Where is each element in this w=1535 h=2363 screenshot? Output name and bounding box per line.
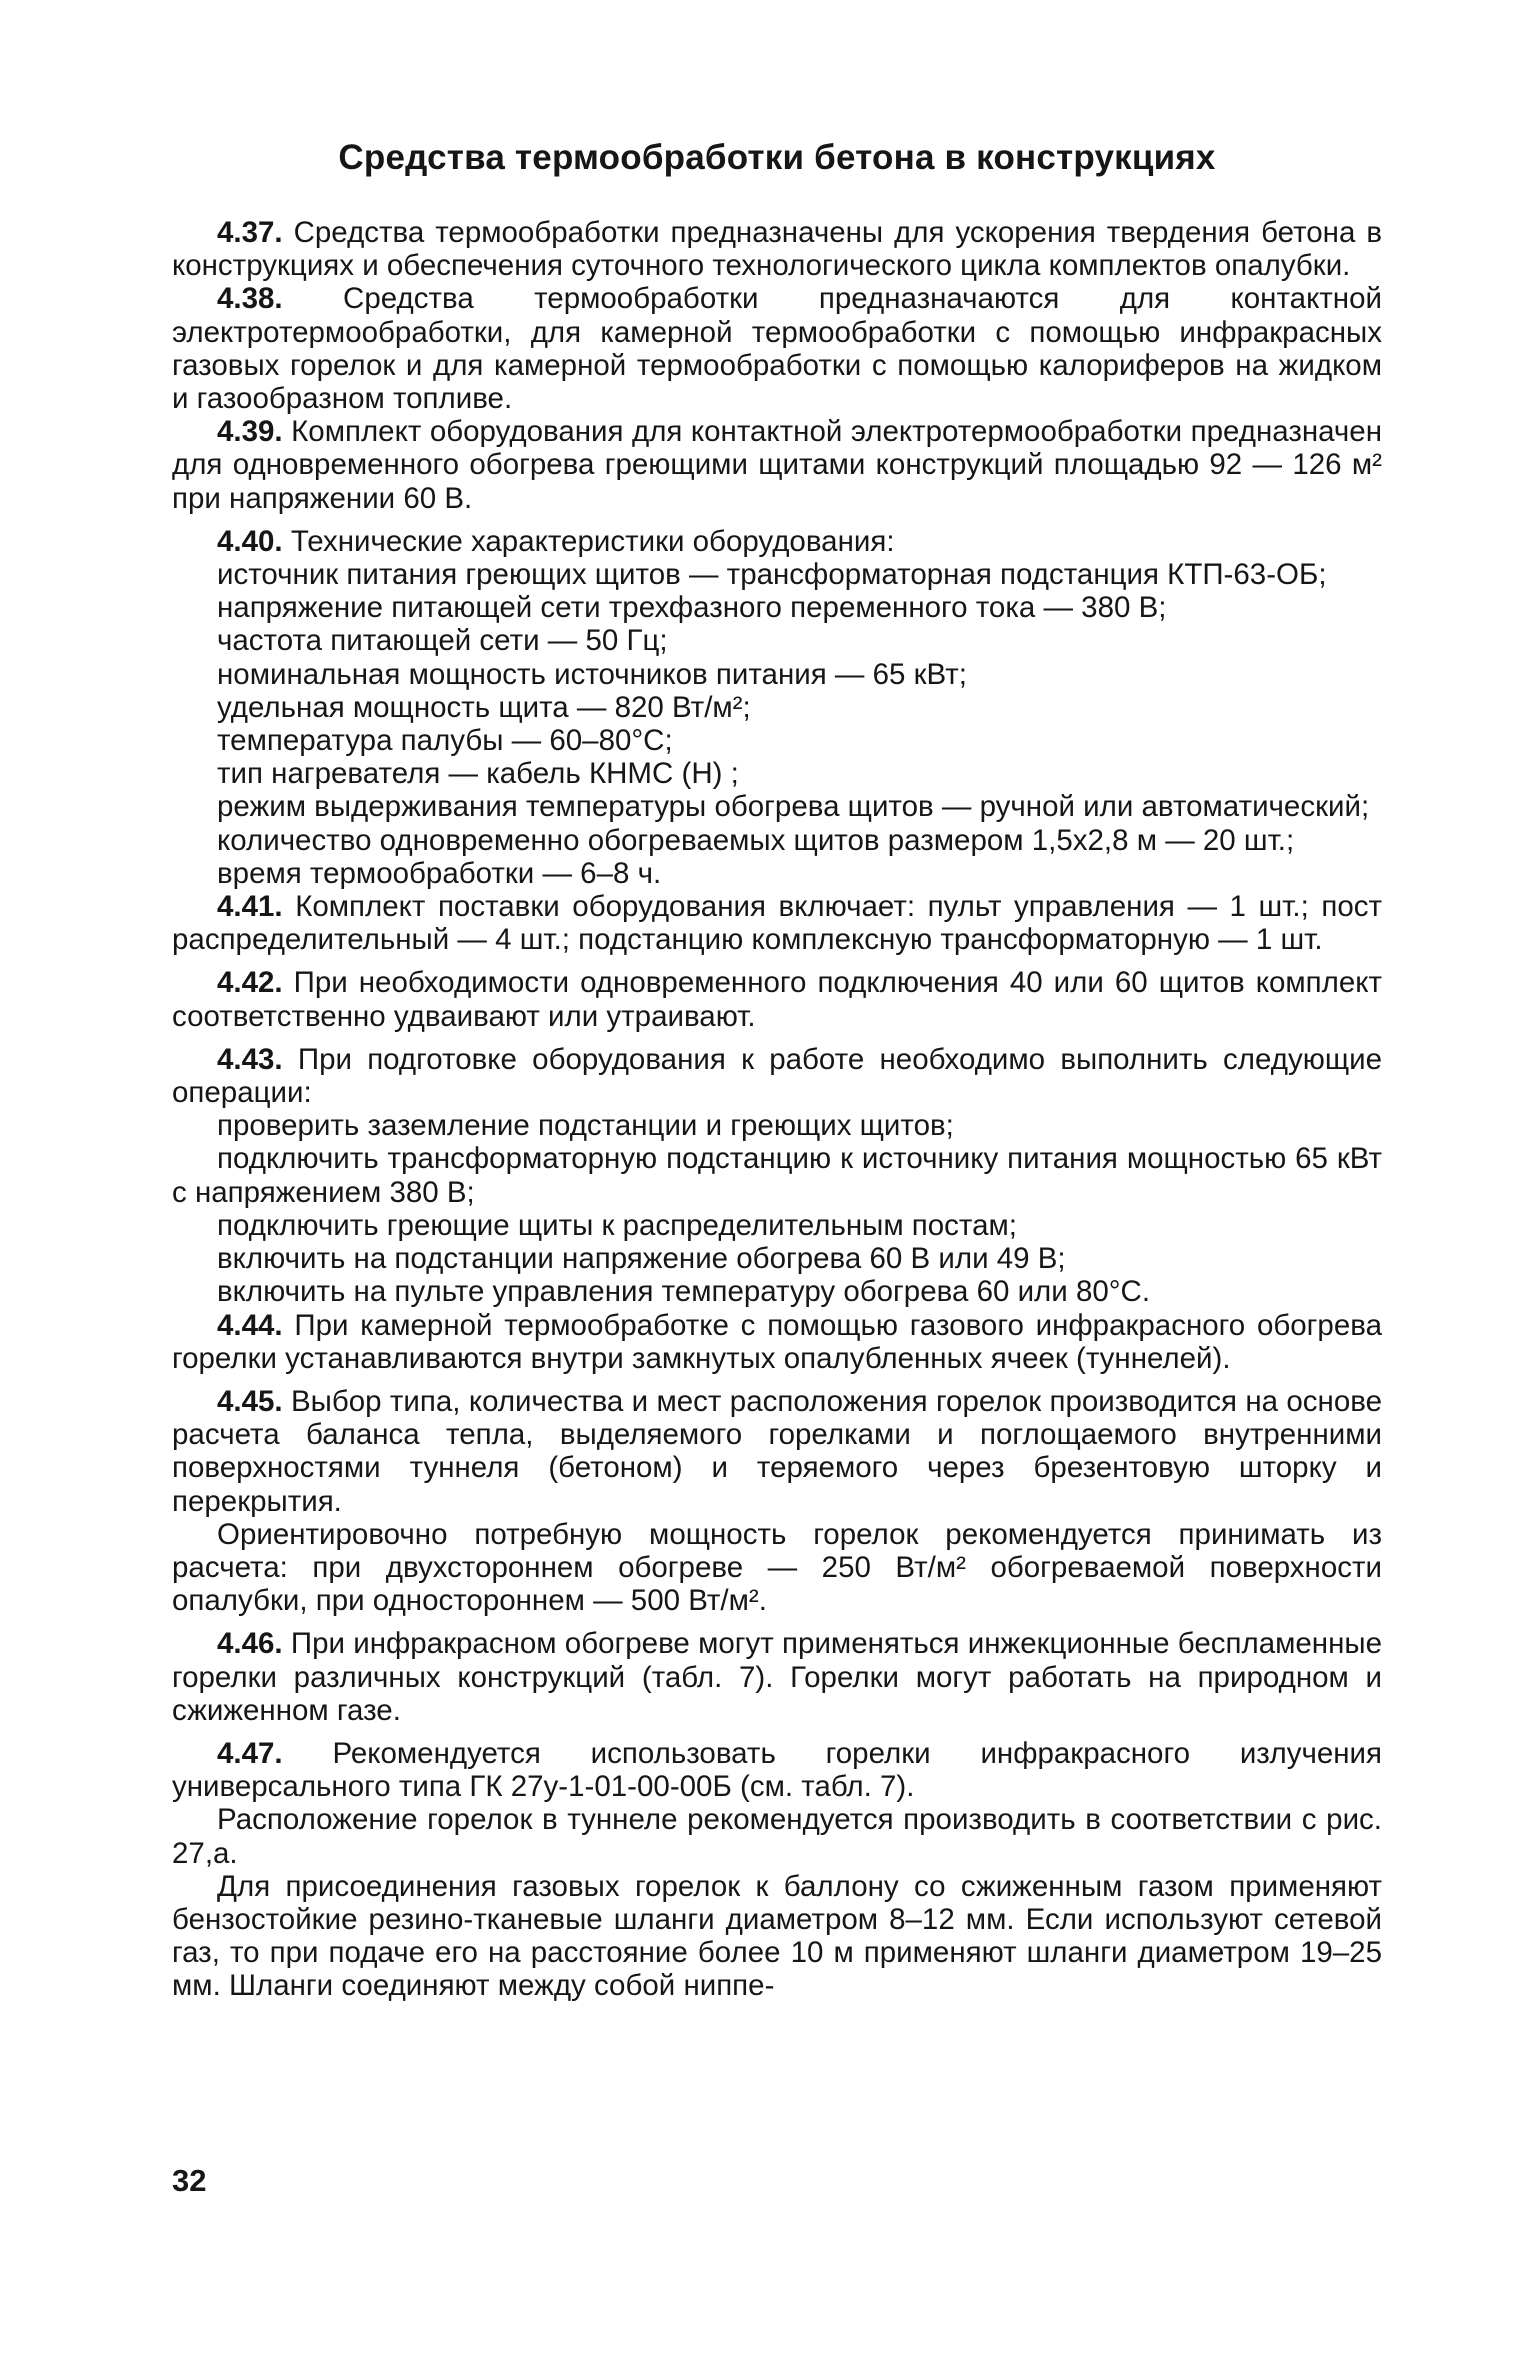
paragraph-4-44: [172, 1309, 1382, 1375]
paragraph-number: 4.47.: [217, 1736, 283, 1770]
paragraph-text: При подготовке оборудования к работе необходимо выполнить следующие операции:: [172, 1042, 1382, 1110]
paragraph-text: Средства термообработки предназначены для ускорения твердения бетона в конструкциях и обеспечения суточного технологического цикла комплектов опалубки.: [172, 216, 1382, 283]
paragraph-number: 4.46.: [217, 1627, 283, 1661]
paragraph-number: 4.41.: [217, 890, 283, 924]
spec-item: температура палубы — 60–80°С;: [217, 724, 673, 758]
paragraph-text: Комплект поставки оборудования включает: пульт управления — 1 шт.; пост распределительный — 4 шт.; подстанцию комплексную трансформаторную — 1 шт.: [172, 890, 1382, 957]
paragraph-number: 4.42.: [217, 966, 283, 1000]
spec-item: тип нагревателя — кабель КНМС (Н) ;: [217, 757, 739, 791]
spec-item: номинальная мощность источников питания — 65 кВт;: [217, 657, 967, 691]
operation-item: включить на подстанции напряжение обогрева 60 В или 49 В;: [217, 1242, 1066, 1276]
paragraph-text: При инфракрасном обогреве могут применяться инжекционные беспламенные горелки различных конструкций (табл. 7). Горелки могут работать на природном и сжиженном газе.: [172, 1627, 1382, 1727]
paragraph-4-42: [172, 966, 1382, 1032]
spec-item: частота питающей сети — 50 Гц;: [217, 624, 668, 658]
paragraph-number: 4.44.: [217, 1308, 283, 1342]
spec-item: источник питания греющих щитов — трансформаторная подстанция КТП-63-ОБ;: [217, 558, 1327, 592]
spec-item: количество одновременно обогреваемых щитов размером 1,5х2,8 м — 20 шт.;: [217, 823, 1295, 857]
spec-item: удельная мощность щита — 820 Вт/м²;: [217, 690, 751, 724]
paragraph-4-47-hoses: Для присоединения газовых горелок к баллону со сжиженным газом применяют бензостойкие резино-тканевые шланги диаметром 8–12 мм. Если используют сетевой газ, то при подаче его на расстояние более 10 м применяют шланги диаметром 19–25 мм. Шланги соединяют между собой ниппе-: [172, 1869, 1382, 2003]
paragraph-4-37: [172, 216, 1382, 282]
operation-item: подключить трансформаторную подстанцию к источнику питания мощностью 65 кВт с напряжением 380 В;: [172, 1142, 1382, 1209]
paragraph-4-47-continued: Расположение горелок в туннеле рекомендуется производить в соответствии с рис. 27,а.: [172, 1803, 1382, 1870]
operation-item: подключить греющие щиты к распределительным постам;: [217, 1208, 1018, 1242]
paragraph-text: При необходимости одновременного подключения 40 или 60 щитов комплект соответственно удваивают или утраивают.: [172, 966, 1382, 1033]
paragraph-text: При камерной термообработке с помощью газового инфракрасного обогрева горелки устанавливаются внутри замкнутых опалубленных ячеек (туннелей).: [172, 1308, 1382, 1375]
paragraph-4-38: [172, 282, 1382, 415]
paragraph-number: 4.43.: [217, 1042, 283, 1076]
paragraph-number: 4.38.: [217, 282, 283, 316]
paragraph-4-39: [172, 415, 1382, 515]
paragraph-text: Комплект оборудования для контактной электротермообработки предназначен для одновременного обогрева греющими щитами конструкций площадью 92 — 126 м² при напряжении 60 В.: [172, 415, 1382, 515]
paragraph-4-47: [172, 1737, 1382, 1803]
spec-item: напряжение питающей сети трехфазного переменного тока — 380 В;: [217, 591, 1167, 625]
paragraph-4-45-continued: Ориентировочно потребную мощность горелок рекомендуется принимать из расчета: при двухстороннем обогреве — 250 Вт/м² обогреваемой поверхности опалубки, при одностороннем — 500 Вт/м².: [172, 1517, 1382, 1618]
paragraph-4-43: [172, 1043, 1382, 1109]
operation-item: проверить заземление подстанции и греющих щитов;: [217, 1109, 954, 1143]
paragraph-text: Выбор типа, количества и мест расположения горелок производится на основе расчета баланса тепла, выделяемого горелками и поглощаемого внутренними поверхностями туннеля (бетоном) и теряемого через брезентовую шторку и перекрытия.: [172, 1384, 1382, 1518]
paragraph-number: 4.40.: [217, 524, 283, 558]
paragraph-text: Средства термообработки предназначаются для контактной электротермообработки, для камерной термообработки с помощью инфракрасных газовых горелок и для камерной термообработки с помощью калориферов на жидком и газообразном топливе.: [172, 282, 1382, 416]
operation-item: включить на пульте управления температуру обогрева 60 или 80°С.: [217, 1275, 1151, 1309]
paragraph-text: Рекомендуется использовать горелки инфракрасного излучения универсального типа ГК 27у-1-01-00-00Б (см. табл. 7).: [172, 1736, 1382, 1804]
paragraph-text: Технические характеристики оборудования:: [290, 524, 895, 558]
paragraph-4-40: [172, 525, 1382, 558]
paragraph-number: 4.37.: [217, 216, 283, 249]
document-page: [172, 138, 1382, 2003]
paragraph-4-45: [172, 1385, 1382, 1518]
page-number: 32: [172, 2163, 207, 2198]
paragraph-number: 4.39.: [217, 415, 283, 449]
paragraph-number: 4.45.: [217, 1384, 283, 1418]
spec-item: время термообработки — 6–8 ч.: [217, 856, 662, 890]
section-title: Средства термообработки бетона в конструкциях: [338, 138, 1216, 177]
spec-item: режим выдерживания температуры обогрева щитов — ручной или автоматический;: [217, 790, 1370, 824]
paragraph-4-46: [172, 1627, 1382, 1727]
paragraph-4-41: [172, 890, 1382, 956]
